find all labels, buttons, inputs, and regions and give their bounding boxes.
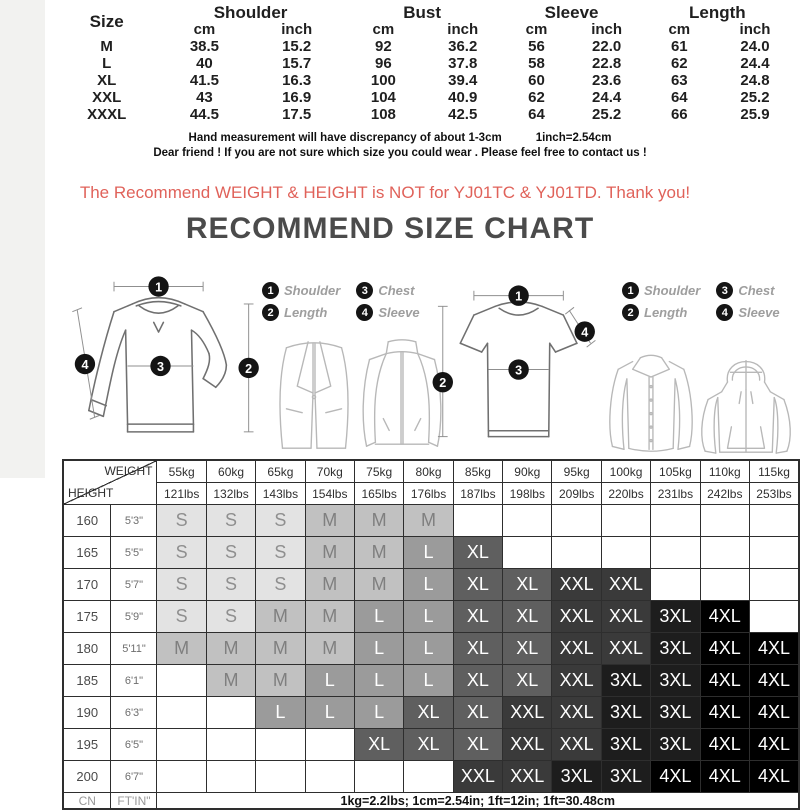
matrix-cell: 4XL	[700, 665, 749, 697]
size-value: 92	[375, 38, 392, 55]
size-value: 60	[528, 72, 545, 89]
matrix-cell: M	[305, 505, 354, 537]
matrix-cell: M	[354, 537, 403, 569]
weight-kg-header: 65kg	[256, 460, 305, 483]
length-marker-icon	[433, 372, 453, 392]
size-name: XXXL	[87, 106, 127, 123]
matrix-cell	[404, 761, 453, 793]
size-value: 39.4	[448, 72, 478, 89]
matrix-cell: XL	[453, 569, 502, 601]
size-row	[55, 55, 793, 72]
matrix-cell: XL	[453, 601, 502, 633]
size-value: 15.7	[282, 55, 312, 72]
size-row	[55, 89, 793, 106]
matrix-cell	[651, 537, 700, 569]
matrix-cell: S	[206, 505, 255, 537]
matrix-cell	[305, 729, 354, 761]
matrix-cell: M	[404, 505, 453, 537]
svg-text:2: 2	[439, 376, 447, 391]
matrix-cell	[157, 729, 206, 761]
unit-inch: inch	[281, 21, 313, 38]
weight-lbs-header: 209lbs	[552, 483, 601, 505]
matrix-row	[63, 601, 799, 633]
matrix-cell: 3XL	[601, 697, 650, 729]
shoulder-marker-icon	[508, 285, 528, 305]
hoodie-image	[697, 347, 795, 458]
sleeve-marker-icon	[75, 354, 95, 374]
matrix-cell: 4XL	[700, 601, 749, 633]
unit-cm: cm	[193, 21, 216, 38]
height-ftin: 6'3"	[111, 697, 157, 729]
matrix-cell	[503, 537, 552, 569]
height-ftin: 6'5"	[111, 729, 157, 761]
weight-kg-row	[63, 460, 799, 483]
weight-lbs-header: 220lbs	[601, 483, 650, 505]
size-value: 15.2	[282, 38, 312, 55]
matrix-cell: 3XL	[651, 729, 700, 761]
matrix-cell: XL	[453, 537, 502, 569]
matrix-cell: M	[305, 601, 354, 633]
circle-2-icon: 2	[262, 304, 279, 321]
matrix-cell: 3XL	[651, 601, 700, 633]
svg-text:1: 1	[155, 280, 163, 295]
height-cn: 185	[63, 665, 111, 697]
weight-lbs-header: 154lbs	[305, 483, 354, 505]
footer-conversion: 1kg=2.2lbs; 1cm=2.54in; 1ft=12in; 1ft=30.48cm	[157, 793, 799, 810]
legend-left	[262, 282, 420, 321]
weight-lbs-header: 132lbs	[206, 483, 255, 505]
matrix-cell	[749, 569, 799, 601]
size-value: 100	[370, 72, 396, 89]
weight-lbs-header: 242lbs	[700, 483, 749, 505]
height-ftin: 6'7"	[111, 761, 157, 793]
svg-text:4: 4	[81, 357, 89, 372]
size-value: 62	[670, 55, 688, 72]
matrix-cell: M	[206, 665, 255, 697]
matrix-cell: S	[157, 601, 206, 633]
notes-block	[50, 131, 750, 161]
weight-lbs-header: 176lbs	[404, 483, 453, 505]
height-ftin: 5'3"	[111, 505, 157, 537]
height-cn: 200	[63, 761, 111, 793]
weight-kg-header: 55kg	[157, 460, 206, 483]
legend-chest: 3 Chest	[356, 282, 419, 299]
matrix-cell: XL	[404, 697, 453, 729]
matrix-cell: XL	[503, 633, 552, 665]
matrix-cell: S	[206, 601, 255, 633]
matrix-cell: 3XL	[651, 697, 700, 729]
size-row	[55, 72, 793, 89]
matrix-cell: L	[404, 569, 453, 601]
size-value: 24.0	[740, 38, 770, 55]
matrix-cell: XL	[503, 665, 552, 697]
circle-3-icon: 3	[716, 282, 733, 299]
size-value: 24.8	[740, 72, 770, 89]
height-ftin: 5'5"	[111, 537, 157, 569]
matrix-cell: XL	[354, 729, 403, 761]
svg-text:3: 3	[157, 359, 164, 374]
legend-length: 2 Length	[622, 304, 700, 321]
length-marker-icon	[238, 358, 258, 378]
matrix-cell	[749, 505, 799, 537]
circle-3-icon: 3	[356, 282, 373, 299]
matrix-cell: XL	[453, 633, 502, 665]
size-name: XL	[97, 72, 117, 89]
legend-chest: 3 Chest	[716, 282, 779, 299]
size-value: 58	[528, 55, 545, 72]
height-ftin: 5'7"	[111, 569, 157, 601]
button-shirt-image	[602, 350, 700, 458]
weight-kg-header: 75kg	[354, 460, 403, 483]
matrix-cell: L	[256, 697, 305, 729]
height-cn: 170	[63, 569, 111, 601]
matrix-cell	[157, 665, 206, 697]
weight-lbs-header: 253lbs	[749, 483, 799, 505]
matrix-cell: S	[157, 505, 206, 537]
size-value: 23.6	[592, 72, 622, 89]
matrix-cell: L	[354, 601, 403, 633]
weight-lbs-header: 198lbs	[503, 483, 552, 505]
height-cn: 165	[63, 537, 111, 569]
legend-sleeve: 4 Sleeve	[356, 304, 419, 321]
matrix-row	[63, 537, 799, 569]
size-value: 41.5	[189, 72, 220, 89]
height-cn: 160	[63, 505, 111, 537]
matrix-cell	[700, 505, 749, 537]
matrix-cell	[552, 537, 601, 569]
matrix-cell	[651, 569, 700, 601]
weight-kg-header: 110kg	[700, 460, 749, 483]
matrix-cell: M	[206, 633, 255, 665]
size-value: 96	[375, 55, 392, 72]
size-value: 25.2	[592, 106, 622, 123]
matrix-cell	[700, 537, 749, 569]
matrix-cell: S	[256, 537, 305, 569]
matrix-cell	[305, 761, 354, 793]
weight-kg-header: 115kg	[749, 460, 799, 483]
matrix-cell: XL	[503, 569, 552, 601]
matrix-cell: 3XL	[601, 729, 650, 761]
matrix-cell: L	[305, 665, 354, 697]
size-value: 64	[670, 89, 688, 106]
matrix-cell: 3XL	[651, 665, 700, 697]
matrix-cell	[601, 505, 650, 537]
matrix-cell: S	[157, 537, 206, 569]
matrix-cell: XL	[404, 729, 453, 761]
matrix-row	[63, 665, 799, 697]
matrix-cell: 4XL	[749, 665, 799, 697]
group-header-shoulder: Shoulder	[213, 3, 288, 22]
height-ftin: 5'9"	[111, 601, 157, 633]
matrix-cell: XXL	[552, 697, 601, 729]
weight-kg-header: 90kg	[503, 460, 552, 483]
size-value: 16.3	[282, 72, 312, 89]
size-value: 40	[196, 55, 213, 72]
matrix-cell: S	[256, 505, 305, 537]
shoulder-marker-icon	[148, 276, 168, 296]
legend-sleeve: 4 Sleeve	[716, 304, 779, 321]
matrix-cell: XL	[453, 729, 502, 761]
unit-inch: inch	[739, 21, 771, 38]
size-row	[55, 106, 793, 123]
matrix-cell: 4XL	[749, 729, 799, 761]
matrix-cell: S	[206, 569, 255, 601]
matrix-cell: XXL	[503, 697, 552, 729]
weight-kg-header: 70kg	[305, 460, 354, 483]
matrix-cell: 3XL	[651, 633, 700, 665]
matrix-cell: 4XL	[651, 761, 700, 793]
chest-marker-icon	[508, 359, 528, 379]
blazer-image	[270, 332, 358, 458]
unit-inch: inch	[591, 21, 623, 38]
matrix-cell	[749, 601, 799, 633]
size-value: 38.5	[189, 38, 220, 55]
size-value: 104	[370, 89, 396, 106]
matrix-cell	[206, 697, 255, 729]
diagram-section	[0, 266, 800, 458]
matrix-cell: 3XL	[552, 761, 601, 793]
matrix-cell: XXL	[601, 601, 650, 633]
matrix-cell: 4XL	[749, 697, 799, 729]
unit-cm: cm	[372, 21, 395, 38]
matrix-row	[63, 633, 799, 665]
size-row	[55, 38, 793, 55]
group-header-sleeve: Sleeve	[544, 3, 599, 22]
size-value: 44.5	[189, 106, 220, 123]
size-value: 40.9	[448, 89, 478, 106]
size-value: 43	[196, 89, 213, 106]
matrix-row	[63, 569, 799, 601]
height-cn: 180	[63, 633, 111, 665]
inch-note-text: 1inch=2.54cm	[535, 132, 612, 144]
legend-length: 2 Length	[262, 304, 340, 321]
size-value: 56	[528, 38, 545, 55]
footer-ftin-label: FT'IN"	[111, 793, 157, 810]
matrix-cell: XL	[503, 601, 552, 633]
group-header-bust: Bust	[403, 3, 442, 22]
notice-text: The Recommend WEIGHT & HEIGHT is NOT for YJ01TC & YJ01TD. Thank you!	[79, 183, 691, 202]
matrix-cell: XXL	[453, 761, 502, 793]
matrix-row	[63, 697, 799, 729]
matrix-cell: M	[256, 633, 305, 665]
matrix-cell	[453, 505, 502, 537]
matrix-cell	[206, 761, 255, 793]
size-value: 17.5	[282, 106, 312, 123]
sweatshirt-diagram-image	[58, 272, 263, 458]
weight-kg-header: 60kg	[206, 460, 255, 483]
matrix-cell: 4XL	[700, 729, 749, 761]
matrix-cell: XXL	[552, 601, 601, 633]
unit-header-row	[55, 21, 793, 38]
circle-2-icon: 2	[622, 304, 639, 321]
group-header-length: Length	[689, 3, 746, 22]
svg-text:1: 1	[515, 289, 523, 304]
height-cn: 195	[63, 729, 111, 761]
matrix-cell: M	[256, 601, 305, 633]
matrix-cell: L	[404, 633, 453, 665]
matrix-cell: 3XL	[601, 665, 650, 697]
circle-4-icon: 4	[356, 304, 373, 321]
matrix-cell: XXL	[552, 665, 601, 697]
group-header-row	[55, 4, 793, 21]
matrix-cell: L	[404, 537, 453, 569]
weight-lbs-header: 165lbs	[354, 483, 403, 505]
weight-kg-header: 80kg	[404, 460, 453, 483]
matrix-row	[63, 761, 799, 793]
height-cn: 175	[63, 601, 111, 633]
circle-1-icon: 1	[262, 282, 279, 299]
legend-right	[622, 282, 780, 321]
matrix-cell: 3XL	[601, 761, 650, 793]
matrix-cell: L	[354, 633, 403, 665]
size-value: 22.0	[592, 38, 622, 55]
matrix-cell: XL	[453, 665, 502, 697]
matrix-cell	[256, 729, 305, 761]
size-value: 25.2	[740, 89, 770, 106]
tshirt-diagram-image	[425, 283, 620, 458]
matrix-cell	[503, 505, 552, 537]
size-value: 66	[670, 106, 688, 123]
size-value: 16.9	[282, 89, 312, 106]
size-value: 64	[528, 106, 545, 123]
matrix-cell: 4XL	[700, 633, 749, 665]
weight-lbs-row	[63, 483, 799, 505]
unit-cm: cm	[668, 21, 691, 38]
matrix-cell: M	[256, 665, 305, 697]
size-value: 63	[670, 72, 688, 89]
matrix-cell: S	[157, 569, 206, 601]
matrix-cell: M	[305, 537, 354, 569]
height-axis-label: HEIGHT	[68, 486, 114, 500]
legend-shoulder: 1 Shoulder	[262, 282, 340, 299]
size-value: 22.8	[592, 55, 622, 72]
unit-cm: cm	[525, 21, 548, 38]
size-value: 42.5	[448, 106, 478, 123]
matrix-cell: L	[404, 601, 453, 633]
matrix-cell: L	[354, 665, 403, 697]
matrix-cell	[601, 537, 650, 569]
matrix-cell: M	[354, 505, 403, 537]
chest-marker-icon	[150, 356, 170, 376]
matrix-cell: XXL	[601, 633, 650, 665]
matrix-cell	[256, 761, 305, 793]
matrix-cell: S	[256, 569, 305, 601]
circle-4-icon: 4	[716, 304, 733, 321]
matrix-cell: XXL	[503, 761, 552, 793]
size-value: 108	[370, 106, 396, 123]
svg-text:2: 2	[245, 361, 253, 376]
matrix-cell	[552, 505, 601, 537]
size-column-header: Size	[89, 11, 124, 31]
measurement-table	[55, 4, 793, 123]
matrix-cell: L	[404, 665, 453, 697]
matrix-cell: L	[354, 697, 403, 729]
matrix-cell: XXL	[552, 729, 601, 761]
footer-cn-label: CN	[63, 793, 111, 810]
matrix-cell: S	[206, 537, 255, 569]
matrix-cell: M	[354, 569, 403, 601]
matrix-cell: M	[305, 633, 354, 665]
weight-axis-label: WEIGHT	[104, 464, 153, 478]
measure-note-text: Hand measurement will have discrepancy of about 1-3cm	[188, 132, 502, 144]
unit-inch: inch	[447, 21, 479, 38]
matrix-cell: M	[305, 569, 354, 601]
height-cn: 190	[63, 697, 111, 729]
matrix-corner-cell	[63, 460, 157, 505]
svg-text:3: 3	[515, 363, 523, 378]
matrix-cell	[749, 537, 799, 569]
matrix-cell	[206, 729, 255, 761]
matrix-cell: 4XL	[749, 761, 799, 793]
size-value: 61	[670, 38, 688, 55]
matrix-cell: XXL	[552, 633, 601, 665]
weight-kg-header: 95kg	[552, 460, 601, 483]
size-value: 24.4	[740, 55, 770, 72]
size-value: 25.9	[740, 106, 770, 123]
matrix-cell: 4XL	[700, 697, 749, 729]
weight-kg-header: 105kg	[651, 460, 700, 483]
matrix-cell: XXL	[503, 729, 552, 761]
size-value: 24.4	[592, 89, 622, 106]
svg-text:4: 4	[581, 325, 589, 340]
matrix-cell: 4XL	[749, 633, 799, 665]
matrix-row	[63, 505, 799, 537]
matrix-cell: XXL	[552, 569, 601, 601]
matrix-cell	[700, 569, 749, 601]
circle-1-icon: 1	[622, 282, 639, 299]
weight-height-matrix	[62, 459, 800, 810]
height-ftin: 6'1"	[111, 665, 157, 697]
height-ftin: 5'11"	[111, 633, 157, 665]
matrix-cell: M	[157, 633, 206, 665]
size-name: L	[102, 55, 112, 72]
matrix-footer-row	[63, 793, 799, 810]
size-name: M	[100, 38, 113, 55]
matrix-cell: 4XL	[700, 761, 749, 793]
weight-lbs-header: 143lbs	[256, 483, 305, 505]
size-name: XXL	[92, 89, 122, 106]
matrix-cell	[354, 761, 403, 793]
matrix-cell	[157, 761, 206, 793]
friend-note: Dear friend ! If you are not sure which size you could wear . Please feel free to contact us !	[153, 147, 647, 159]
weight-kg-header: 100kg	[601, 460, 650, 483]
matrix-cell	[651, 505, 700, 537]
matrix-cell: L	[305, 697, 354, 729]
size-value: 62	[528, 89, 545, 106]
page-title: RECOMMEND SIZE CHART	[185, 212, 595, 245]
size-value: 36.2	[448, 38, 478, 55]
sleeve-marker-icon	[575, 321, 595, 341]
matrix-cell: XL	[453, 697, 502, 729]
legend-shoulder: 1 Shoulder	[622, 282, 700, 299]
size-value: 37.8	[448, 55, 478, 72]
weight-kg-header: 85kg	[453, 460, 502, 483]
matrix-cell	[157, 697, 206, 729]
weight-lbs-header: 231lbs	[651, 483, 700, 505]
measure-note	[50, 131, 750, 146]
matrix-cell: XXL	[601, 569, 650, 601]
matrix-row	[63, 729, 799, 761]
weight-lbs-header: 187lbs	[453, 483, 502, 505]
weight-lbs-header: 121lbs	[157, 483, 206, 505]
